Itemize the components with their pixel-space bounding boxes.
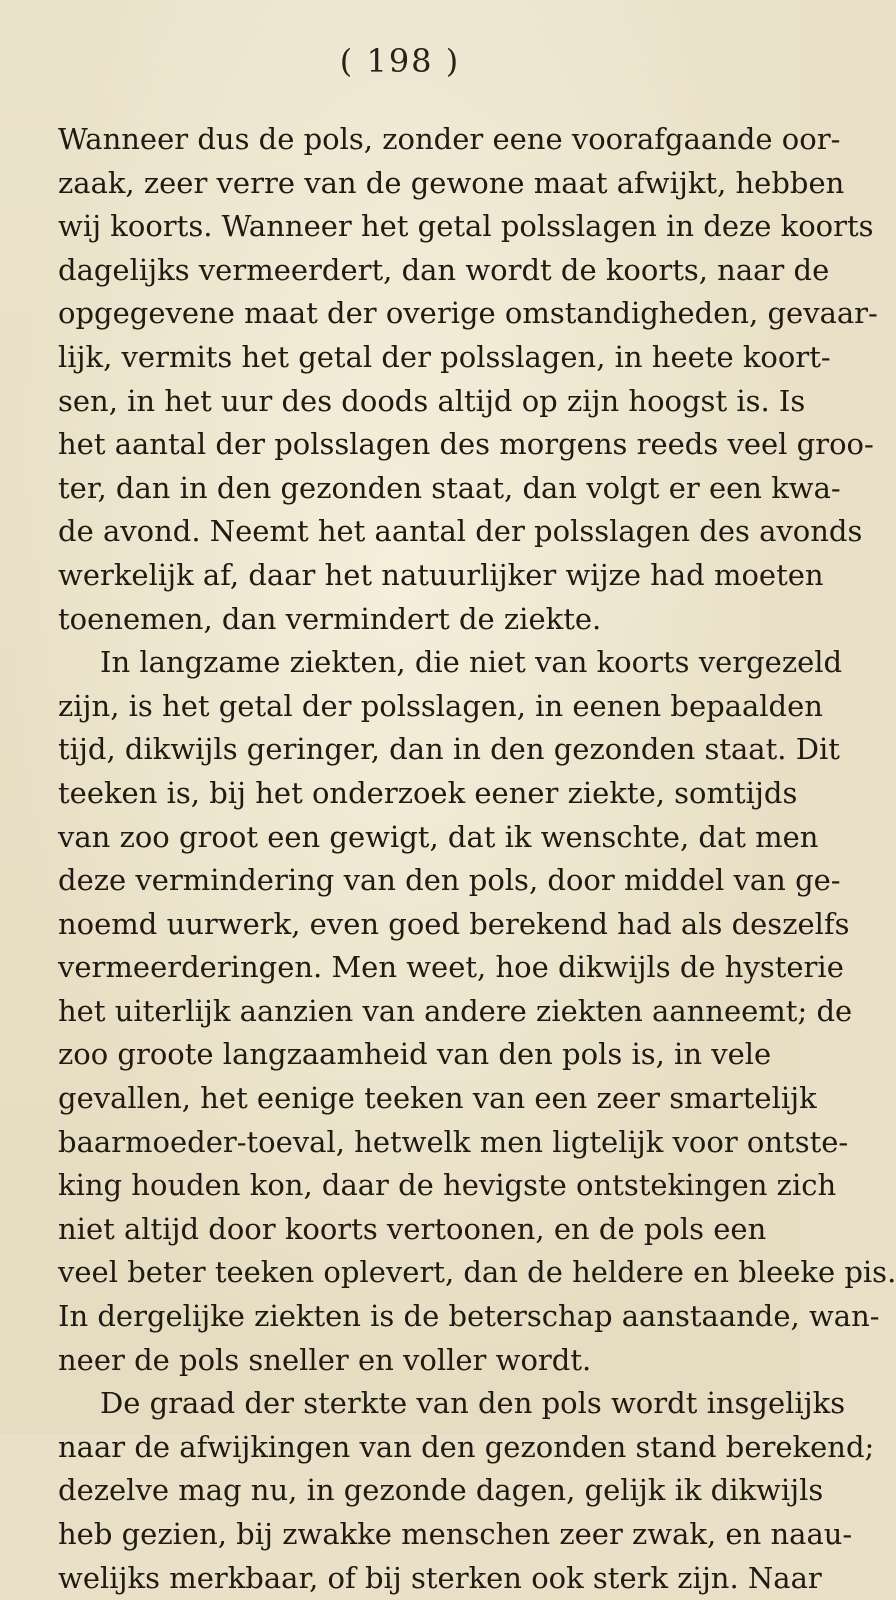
text-line: deze vermindering van den pols, door middel van ge- (58, 863, 841, 898)
text-line: het aantal der polsslagen des morgens reeds veel groo- (58, 427, 874, 462)
text-line: niet altijd door koorts vertoonen, en de pols een (58, 1211, 767, 1246)
text-line: werkelijk af, daar het natuurlijker wijze had moeten (58, 557, 824, 592)
text-line: wij koorts. Wanneer het getal polsslagen in deze koorts (58, 209, 874, 244)
text-line: lijk, vermits het getal der polsslagen, in heete koort- (58, 339, 831, 374)
text-line: sen, in het uur des doods altijd op zijn hoogst is. Is (58, 383, 806, 418)
text-line: De graad der sterkte van den pols wordt insgelijks (100, 1386, 846, 1421)
text-line: In dergelijke ziekten is de beterschap aanstaande, wan- (58, 1299, 880, 1334)
body-text (58, 118, 896, 1600)
text-line: de avond. Neemt het aantal der polsslagen des avonds (58, 514, 863, 549)
text-line: gevallen, het eenige teeken van een zeer smartelijk (58, 1081, 817, 1116)
text-line: zijn, is het getal der polsslagen, in eenen bepaalden (58, 688, 823, 723)
text-line: noemd uurwerk, even goed berekend had als deszelfs (58, 906, 850, 941)
text-line: ter, dan in den gezonden staat, dan volgt er een kwa- (58, 470, 841, 505)
text-line: het uiterlijk aanzien van andere ziekten aanneemt; de (58, 993, 853, 1028)
text-line: dezelve mag nu, in gezonde dagen, gelijk ik dikwijls (58, 1473, 824, 1508)
text-line: veel beter teeken oplevert, dan de heldere en bleeke pis. (58, 1255, 896, 1290)
page-number: ( 198 ) (339, 42, 461, 80)
text-line: toenemen, dan vermindert de ziekte. (58, 601, 602, 636)
text-line: opgegevene maat der overige omstandigheden, gevaar- (58, 296, 878, 331)
text-line: In langzame ziekten, die niet van koorts vergezeld (100, 645, 843, 680)
text-line: van zoo groot een gewigt, dat ik wenschte, dat men (58, 819, 819, 854)
text-line: naar de afwijkingen van den gezonden stand berekend; (58, 1429, 875, 1464)
text-line: welijks merkbaar, of bij sterken ook sterk zijn. Naar (58, 1560, 822, 1595)
text-line: zoo groote langzaamheid van den pols is, in vele (58, 1037, 772, 1072)
text-line: teeken is, bij het onderzoek eener ziekte, somtijds (58, 775, 798, 810)
text-line: king houden kon, daar de hevigste ontstekingen zich (58, 1168, 837, 1203)
text-line: Wanneer dus de pols, zonder eene voorafgaande oor- (58, 122, 841, 156)
text-line: dagelijks vermeerdert, dan wordt de koorts, naar de (58, 252, 830, 287)
text-line: heb gezien, bij zwakke menschen zeer zwak, en naau- (58, 1517, 853, 1551)
text-line: tijd, dikwijls geringer, dan in den gezonden staat. Dit (58, 732, 840, 767)
text-line: vermeerderingen. Men weet, hoe dikwijls de hysterie (58, 950, 844, 985)
text-line: zaak, zeer verre van de gewone maat afwijkt, hebben (58, 165, 845, 200)
text-line: neer de pols sneller en voller wordt. (58, 1342, 592, 1377)
text-line: baarmoeder-toeval, hetwelk men ligtelijk voor ontste- (58, 1124, 849, 1159)
